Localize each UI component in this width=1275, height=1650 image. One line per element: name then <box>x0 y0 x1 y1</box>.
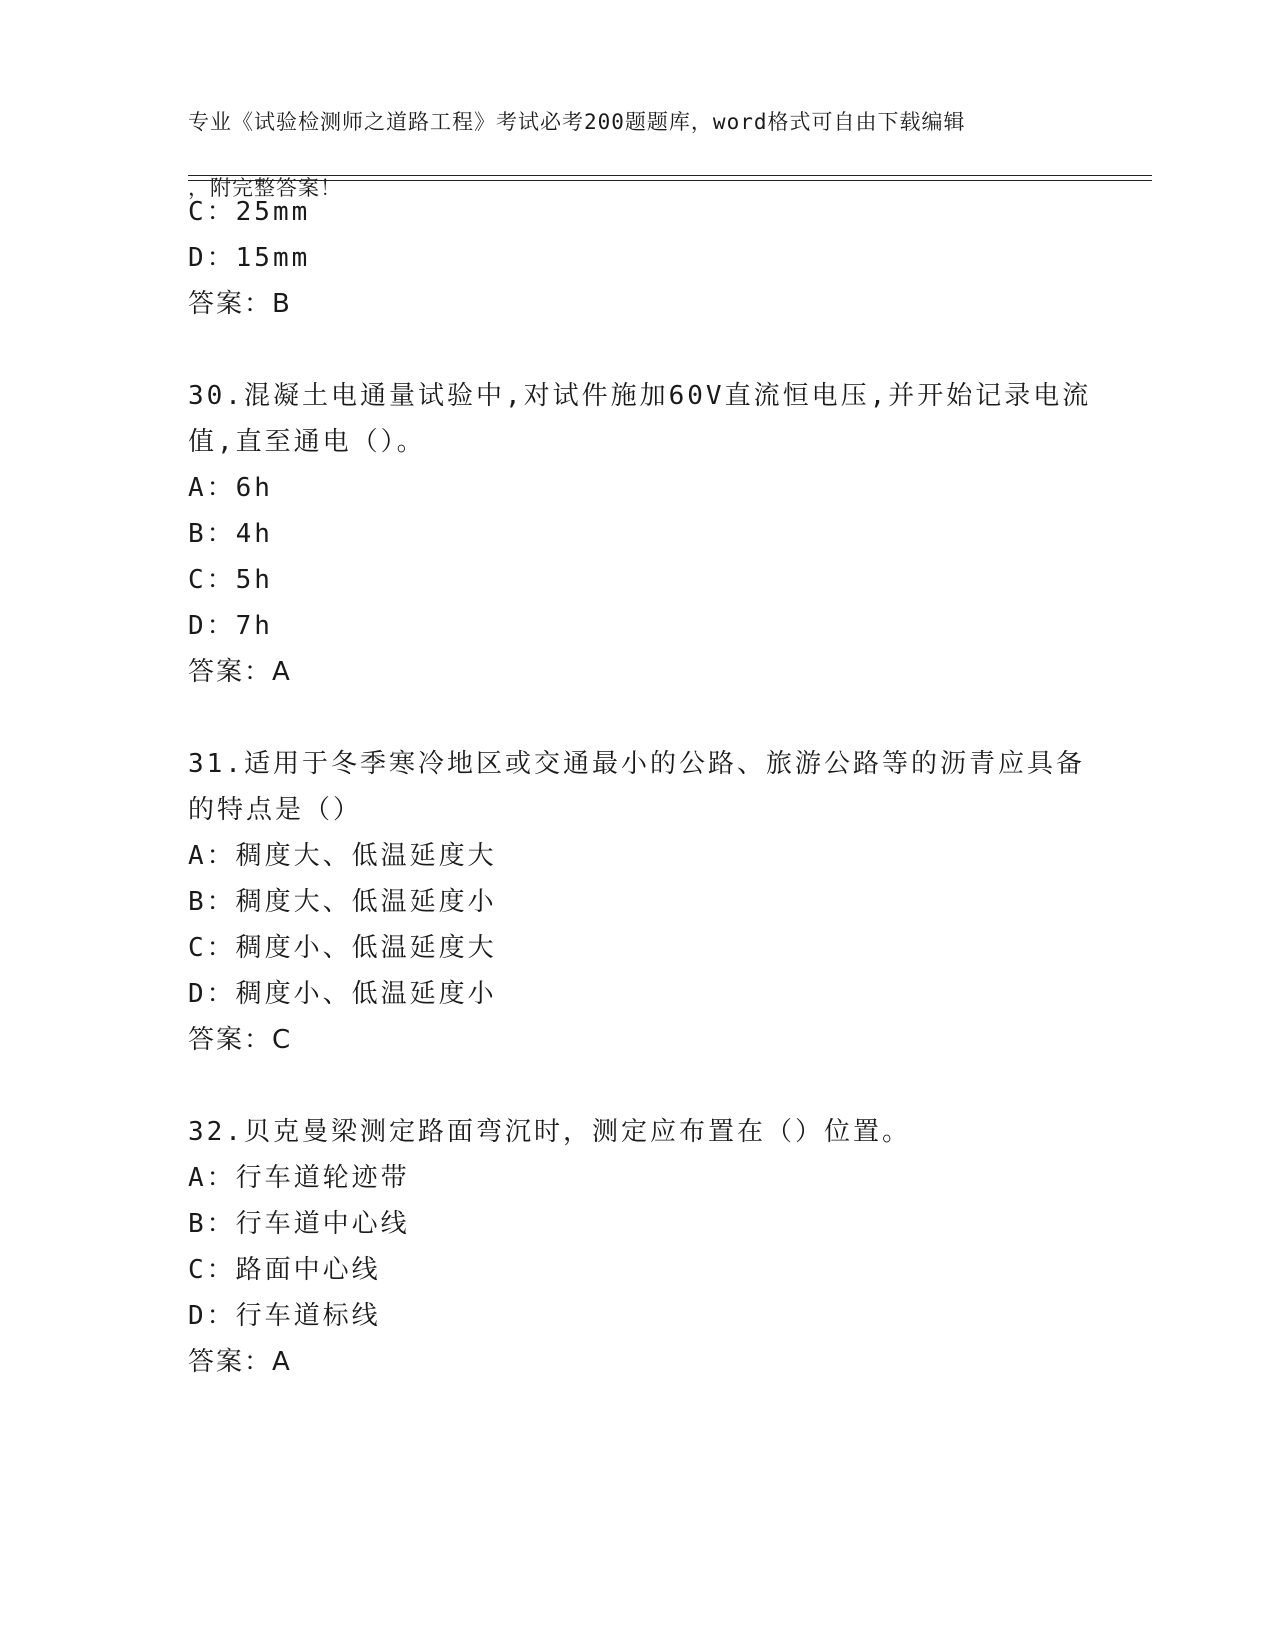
option-c: C：路面中心线 <box>188 1255 381 1285</box>
option-c: C：25mm <box>188 197 311 227</box>
option-b: B：稠度大、低温延度小 <box>188 887 497 917</box>
option-c: C：稠度小、低温延度大 <box>188 933 497 963</box>
option-b: B：4h <box>188 519 273 549</box>
header-rule-bottom <box>188 180 1152 181</box>
option-d: D：行车道标线 <box>188 1301 381 1331</box>
prev-question-tail <box>188 189 1088 327</box>
question-content <box>188 189 1092 1385</box>
question-stem-line-1: 32.贝克曼梁测定路面弯沉时，测定应布置在（）位置。 <box>188 1117 911 1147</box>
option-d: D：15mm <box>188 243 311 273</box>
question-stem-line-2: 值,直至通电（）。 <box>188 427 426 457</box>
question-32 <box>188 1109 1088 1385</box>
question-stem-line-1: 31.适用于冬季寒冷地区或交通最小的公路、旅游公路等的沥青应具备 <box>188 749 1085 779</box>
question-31 <box>188 741 1088 1063</box>
question-stem-line-2: 的特点是（） <box>188 795 363 825</box>
option-d: D：7h <box>188 611 273 641</box>
option-a: A：稠度大、低温延度大 <box>188 841 497 871</box>
answer-line: 答案：A <box>188 1347 292 1377</box>
answer-line: 答案：A <box>188 657 292 687</box>
option-b: B：行车道中心线 <box>188 1209 410 1239</box>
option-c: C：5h <box>188 565 273 595</box>
header-title-line-2: ，附完整答案！ <box>188 176 342 200</box>
question-gap <box>188 695 1088 741</box>
header-rule-top <box>188 175 1152 176</box>
option-a: A：行车道轮迹带 <box>188 1163 410 1193</box>
question-30 <box>188 373 1092 695</box>
option-d: D：稠度小、低温延度小 <box>188 979 497 1009</box>
question-gap <box>188 327 1088 373</box>
question-gap <box>188 1063 1088 1109</box>
option-a: A：6h <box>188 473 273 503</box>
question-stem-line-1: 30.混凝土电通量试验中,对试件施加60V直流恒电压,并开始记录电流 <box>188 381 1092 411</box>
header-title-line-1: 专业《试验检测师之道路工程》考试必考200题题库，word格式可自由下载编辑 <box>188 110 966 134</box>
answer-line: 答案：C <box>188 1025 293 1055</box>
answer-line: 答案：B <box>188 289 292 319</box>
